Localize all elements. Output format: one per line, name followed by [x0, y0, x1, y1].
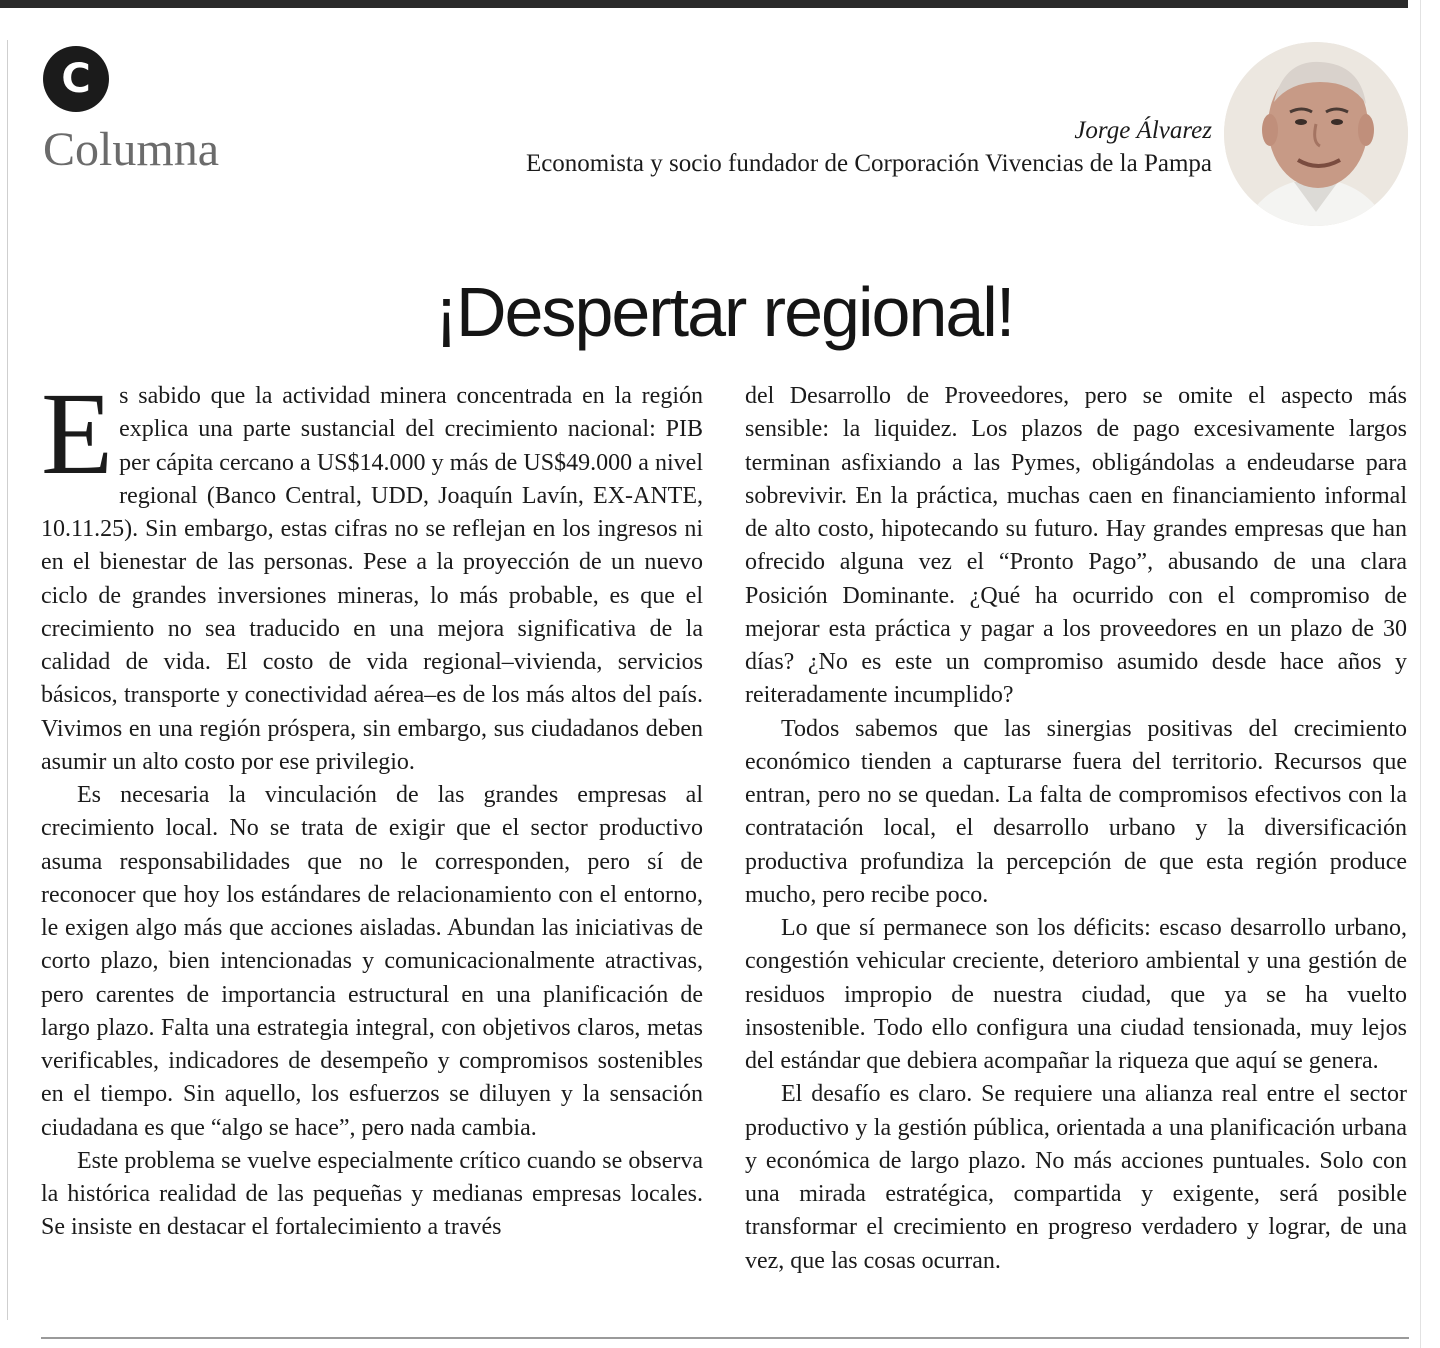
byline [526, 114, 1212, 180]
author-name: Jorge Álvarez [1074, 117, 1212, 144]
right-margin-rule [1420, 0, 1421, 1348]
paragraph-text: s sabido que la actividad minera concentrada en la región explica una parte sustancial del crecimiento nacional: PIB per cápita cercano a US$14.000 y más de US$49.000 a nivel regional (Banco Central, UDD, Joaquín Lavín, EX-ANTE, 10.11.25). Sin embargo, estas cifras no se reflejan en los ingresos ni en el bienestar de las personas. Pese a la proyección de un nuevo ciclo de grandes inversiones mineras, lo más probable, es que el crecimiento no sea traducido en una mejora significativa de la calidad de vida. El costo de vida regional–vivienda, servicios básicos, transporte y conectividad aérea–es de los más altos del país. Vivimos en una región próspera, sin embargo, sus ciudadanos deben asumir un alto costo por ese privilegio. [41, 383, 703, 775]
paragraph [41, 368, 703, 779]
drop-cap: E [41, 368, 114, 499]
bottom-rule [41, 1337, 1409, 1339]
author-portrait-image [1224, 42, 1408, 226]
article-column-left [41, 368, 703, 1245]
paragraph: Es necesaria la vinculación de las grandes empresas al crecimiento local. No se trata de exigir que el sector productivo asuma responsabilidades que no le corresponden, pero sí de reconocer que hoy los estándares de relacionamiento con el entorno, le exigen algo más que acciones aisladas. Abundan las iniciativas de corto plazo, bien intencionadas y comunicacionalmente atractivas, pero carentes de importancia estructural en una planificación de largo plazo. Falta una estrategia integral, con objetivos claros, metas verificables, indicadores de desempeño y compromisos sostenibles en el tiempo. Sin aquello, los esfuerzos se diluyen y la sensación ciudadana es que “algo se hace”, pero nada cambia. [41, 782, 703, 1141]
section-label: Columna [43, 123, 219, 176]
paragraph: El desafío es claro. Se requiere una alianza real entre el sector productivo y la gestión pública, orientada a una planificación urbana y económica de largo plazo. No más acciones puntuales. Solo con una mirada estratégica, compartida y exigente, será posible transformar el crecimiento en progreso verdadero y lograr, de una vez, que las cosas ocurran. [745, 1081, 1407, 1274]
author-photo [1224, 42, 1408, 226]
paragraph: Este problema se vuelve especialmente crítico cuando se observa la histórica realidad de las pequeñas y medianas empresas locales. Se insiste en destacar el fortalecimiento a través [41, 1147, 703, 1241]
headline: ¡Despertar regional! [434, 273, 1014, 351]
article-column-right [745, 380, 1407, 1278]
paragraph: Lo que sí permanece son los déficits: escaso desarrollo urbano, congestión vehicular creciente, deterioro ambiental y una gestión de residuos impropio de nuestra ciudad, que ya se ha vuelto insostenible. Todo ello configura una ciudad tensionada, muy lejos del estándar que debiera acompañar la riqueza que aquí se genera. [745, 915, 1407, 1074]
paragraph: Todos sabemos que las sinergias positivas del crecimiento económico tienden a capturarse fuera del territorio. Recursos que entran, pero no se quedan. La falta de compromisos efectivos con la contratación local, el desarrollo urbano y la diversificación productiva profundiza la percepción de que esta región produce mucho, pero recibe poco. [745, 715, 1407, 908]
top-rule [0, 0, 1408, 8]
section-badge: C [43, 46, 109, 112]
left-margin-rule [7, 40, 8, 1320]
paragraph: del Desarrollo de Proveedores, pero se omite el aspecto más sensible: la liquidez. Los plazos de pago excesivamente largos terminan asfixiando a las Pymes, obligándolas a endeudarse para sobrevivir. En la práctica, muchas caen en financiamiento informal de alto costo, hipotecando su futuro. Hay grandes empresas que han ofrecido alguna vez el “Pronto Pago”, abusando de una clara Posición Dominante. ¿Qué ha ocurrido con el compromiso de mejorar esta práctica y pagar a los proveedores en un plazo de 30 días? ¿No es este un compromiso asumido desde hace años y reiteradamente incumplido? [745, 383, 1407, 709]
author-title: Economista y socio fundador de Corporación Vivencias de la Pampa [525, 150, 1212, 177]
